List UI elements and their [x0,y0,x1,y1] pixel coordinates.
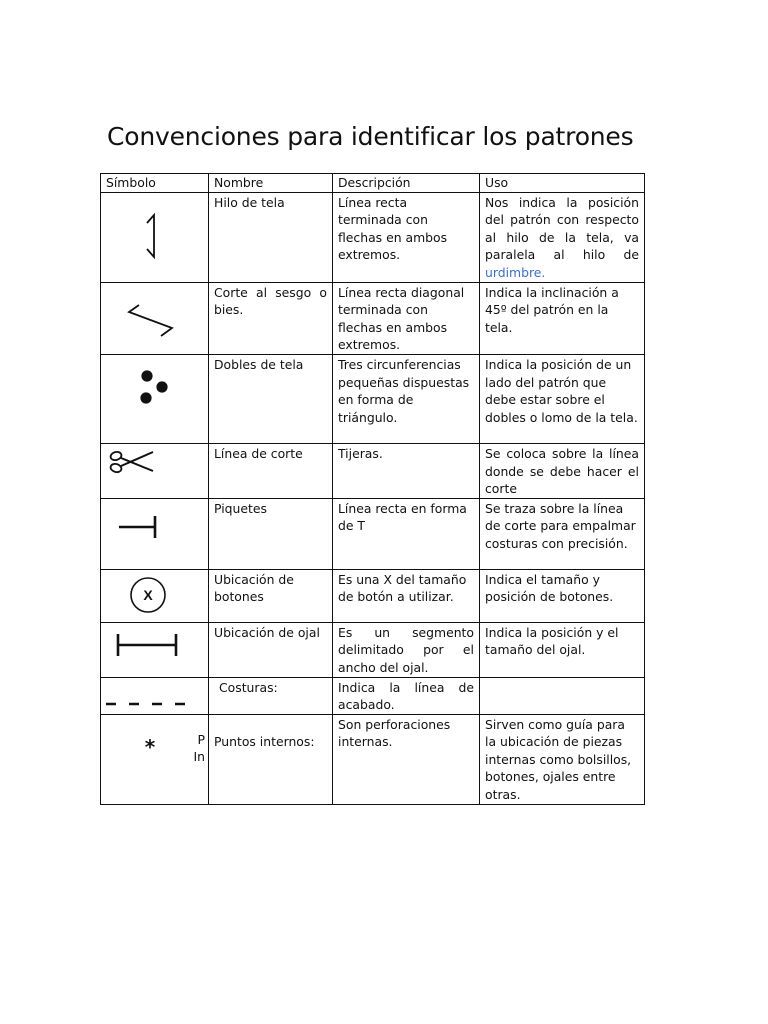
table-row [101,714,645,804]
descripcion-cell: Indica la línea de acabado. [333,677,480,714]
uso-cell: Indica la posición y el tamaño del ojal. [480,622,645,677]
uso-cell: Se traza sobre la línea de corte para empalmar costuras con precisión. [480,498,645,569]
symbol-cell [101,443,209,498]
symbol-fragment [193,731,205,766]
t-notch-icon [101,499,209,570]
nombre-cell: Ubicación de ojal [209,622,333,677]
descripcion-cell: Es una X del tamaño de botón a utilizar. [333,569,480,622]
nombre-cell [209,714,333,804]
button-x-label: X [143,586,153,603]
asterisk-icon [101,715,209,804]
urdimbre-link[interactable]: urdimbre. [485,264,546,280]
descripcion-cell: Línea recta diagonal terminada con flechas en ambos extremos. [333,282,480,354]
descripcion-cell: Línea recta terminada con flechas en ambos extremos. [333,192,480,282]
fragment-in: In [193,749,205,765]
scissors-icon [101,444,209,496]
symbol-cell [101,677,209,714]
uso-cell: Indica el tamaño y posición de botones. [480,569,645,622]
table-row [101,354,645,443]
table-header-row [101,174,645,193]
nombre-cell: Costuras: [209,677,333,714]
descripcion-cell: Son perforaciones internas. [333,714,480,804]
nombre-cell: Hilo de tela [209,192,333,282]
page-title: Convenciones para identificar los patrones [107,122,634,151]
symbol-cell [101,192,209,282]
table-row [101,443,645,498]
nombre-cell: Corte al sesgo o bies. [209,282,333,354]
uso-cell: Sirven como guía para la ubicación de piezas internas como bolsillos, botones, ojales entre otras. [480,714,645,804]
symbol-cell [101,622,209,677]
uso-cell [480,677,645,714]
descripcion-cell: Es un segmento delimitado por el ancho del ojal. [333,622,480,677]
header-simbolo: Símbolo [101,174,209,193]
asterisk-glyph: * [144,734,156,759]
uso-cell [480,192,645,282]
uso-cell: Indica la inclinación a 45º del patrón en la tela. [480,282,645,354]
table-row [101,282,645,354]
descripcion-cell: Línea recta en forma de T [333,498,480,569]
conventions-table [100,173,645,805]
fragment-p: P [197,731,205,747]
dashed-line-icon [101,678,209,714]
nombre-cell: Ubicación de botones [209,569,333,622]
symbol-cell [101,282,209,354]
bias-arrow-icon [101,283,209,353]
header-descripcion: Descripción [333,174,480,193]
table-row [101,498,645,569]
symbol-cell [101,714,209,804]
nombre-cell: Piquetes [209,498,333,569]
table-row [101,569,645,622]
nombre-cell: Dobles de tela [209,354,333,443]
circle-x-icon [101,570,209,623]
nombre-cell: Línea de corte [209,443,333,498]
table-row [101,677,645,714]
table-row [101,622,645,677]
nombre-text: Puntos internos: [214,733,315,749]
uso-cell: Se coloca sobre la línea donde se debe hacer el corte [480,443,645,498]
uso-cell: Indica la posición de un lado del patrón que debe estar sobre el dobles o lomo de la tela. [480,354,645,443]
uso-text: Nos indica la posición del patrón con respecto al hilo de la tela, va paralela al hilo de [485,194,639,263]
table-row [101,192,645,282]
descripcion-cell: Tres circunferencias pequeñas dispuestas en forma de triángulo. [333,354,480,443]
symbol-cell [101,569,209,622]
grain-line-arrow-icon [101,193,209,282]
buttonhole-segment-icon [101,623,209,676]
symbol-cell [101,498,209,569]
header-uso: Uso [480,174,645,193]
header-nombre: Nombre [209,174,333,193]
symbol-cell [101,354,209,443]
three-dots-icon [101,355,209,444]
descripcion-cell: Tijeras. [333,443,480,498]
